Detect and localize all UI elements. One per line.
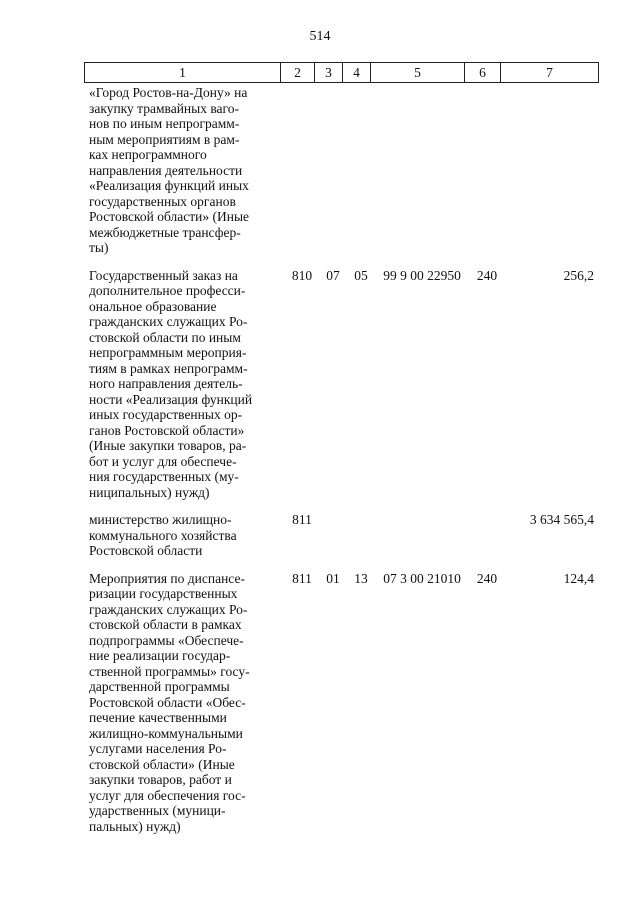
budget-rows: [84, 85, 598, 834]
row-description: «Город Ростов-на-Дону» на закупку трамвайных ваго- нов по иным непрограмм- ным мероприятиям в рам- ках непрограммного направления деятельности «Реализация функций иных государственных органов Ростовской области» (Иные межбюджетные трансфер- ты): [89, 85, 250, 255]
subsection-code: 05: [354, 267, 368, 283]
section-code: 01: [326, 570, 340, 586]
table-row: [84, 268, 598, 501]
amount: 3 634 565,4: [529, 512, 594, 527]
ministry-code: 811: [292, 570, 312, 586]
column-header-2: 2: [281, 63, 315, 83]
column-header-table: [84, 62, 599, 83]
section-code: 07: [326, 267, 340, 283]
table-row: [84, 512, 598, 559]
ministry-code: 811: [292, 512, 312, 527]
subsection-code: 13: [354, 570, 368, 586]
column-header-5: 5: [371, 63, 465, 83]
column-header-1: 1: [85, 63, 281, 83]
amount: 256,2: [563, 267, 594, 283]
table-row: [84, 85, 598, 256]
page-number: 514: [309, 29, 331, 44]
column-header-7: 7: [501, 63, 599, 83]
row-description: министерство жилищно- коммунального хозяйства Ростовской области: [89, 512, 237, 558]
expense-type-code: 240: [476, 267, 498, 283]
column-header-row: [85, 63, 599, 83]
amount: 124,4: [563, 570, 594, 586]
row-description: Мероприятия по диспансе- ризации государственных гражданских служащих Ро- стовской области в рамках подпрограммы «Обеспече- ние реализации государ- ственной программы» госу- дарственной программы Ростовской области «Обес- печение качественными жилищно-коммунальными услугами населения Ро- стовской области» (Иные закупки товаров, работ и услуг для обеспечения гос- ударственных (муници- пальных) нужд): [89, 570, 250, 834]
expense-type-code: 240: [476, 570, 498, 586]
target-article-code: 99 9 00 22950: [383, 267, 461, 283]
column-header-6: 6: [465, 63, 501, 83]
column-header-3: 3: [315, 63, 343, 83]
table-row: [84, 571, 598, 835]
target-article-code: 07 3 00 21010: [383, 570, 461, 586]
ministry-code: 810: [291, 267, 313, 283]
row-description: Государственный заказ на дополнительное професси- ональное образование гражданских служащих Ро- стовской области по иным непрограммным мероприя- тиям в рамках непрограмм- ного направления деятель- ности «Реализация функций иных государственных ор- ганов Ростовской области» (Иные закупки товаров, ра- бот и услуг для обеспече- ния государственных (му- ниципальных) нужд): [89, 267, 253, 500]
column-header-4: 4: [343, 63, 371, 83]
